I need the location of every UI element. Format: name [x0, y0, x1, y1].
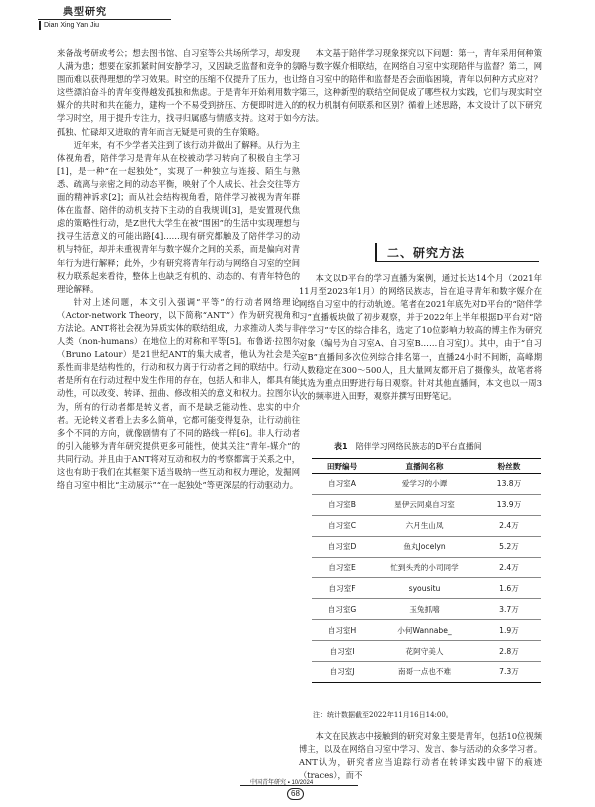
header-rule	[38, 19, 171, 20]
left-column	[57, 47, 300, 492]
table-title: 陪伴学习网络民族志的D平台直播间	[355, 442, 482, 451]
data-table	[312, 458, 541, 683]
table-row	[312, 474, 541, 495]
table-header-cell: 粉丝数	[477, 459, 541, 474]
table-cell: 六月生山凤	[372, 515, 477, 536]
table-cell: 自习室D	[312, 536, 372, 557]
table-cell: 1.9万	[477, 620, 541, 641]
table-cell: 13.9万	[477, 494, 541, 515]
table-cell: 忙到头秃的小司同学	[372, 557, 477, 578]
table-cell: 自习室J	[312, 662, 372, 683]
paragraph: 本文基于陪伴学习现象探究以下问题：第一，青年采用何种策略与数字媒介相联结，在网络自习室中实现陪伴与监督？第二，网络自习室中的陪伴和监督是否会面临困境，青年以何种方式应对？第三，这种新型的联结空间促成了哪些权力实践，它们与现实时空的权力机制有何联系和区别？循着上述思路，本文设计了以下研究方法。	[299, 48, 542, 124]
table-cell: 花阿守美人	[372, 641, 477, 662]
table-cell: 小何Wannabe_	[372, 620, 477, 641]
table-cell: 7.3万	[477, 662, 541, 683]
right-column-closing	[299, 730, 542, 782]
paragraph: 针对上述问题，本文引入强调“平等”的行动者网络理论（Actor-network Theory，以下简称“ANT”）作为研究视角和方法论。ANT将社会视为异质实体的联结组成，力求推动人类与非人类（non-humans）在地位上的对称和平等[5]。布鲁诺·拉图尔（Bruno Latour）是21世纪ANT的集大成者，他认为社会是关系性而非是结构性的，行动和权力离于行动者之间的联结中。行动者是所有在行动过程中发生作用的存在，包括人和非人，都具有能动性，可以改变、转译、扭曲、修改相关的意义和权力。拉图尔认为，所有的行动者都是转义者，而不是缺乏能动性、忠实的中介者。无论转义者看上去多么简单，它都可能变得复杂，让行动前往多个不同的方向，就像剧情有了不同的路线一样[6]。非人行动者的引入能够为青年研究提供更多可能性，使其关注“青年-媒介”的共同行动。并且由于ANT将对互动和权力的考察都寓于关系之中，这也有助于我们在其框架下适当吸纳一些互动和权力理论，发掘网络自习室中相比“主动展示”“在一起独处”等更深层的行动驱动力。	[57, 296, 300, 491]
table-cell: 1.6万	[477, 578, 541, 599]
table-cell: 鱼丸Jocelyn	[372, 536, 477, 557]
table-row	[312, 599, 541, 620]
table-note: 注：统计数据截至2022年11月16日14:00。	[313, 711, 453, 719]
header-subtitle: Dian Xing Yan Jiu	[39, 21, 99, 30]
table-row	[312, 620, 541, 641]
paragraph: 近年来，有不少学者关注到了该行动并做出了解释。从行为主体视角看，陪伴学习是青年从在校被动学习转向了积极自主学习[1]，是一种“在一起独处”，实现了一种独立与连接、陌生与熟悉、疏离与亲密之间的动态平衡，映射了个人成长、社会交往等方面的精神诉求[2]；而从社会结构视角看，陪伴学习被视为青年群体在监督、陪伴的动机支持下主动的自我规训[3]，是安置现代焦虑的策略性行动，是Z世代大学生在被“围困”的生活中实现理想与找寻生活意义的可能出路[4]……现有研究都触及了陪伴学习的动机与特征，却并未重视青年与数字媒介之间的关系，而是偏向对青年行为进行解释；此外，少有研究将青年行动与网络自习室的空间权力联系起来看待，整体上也缺乏有机的、动态的、有青年特色的理论解释。	[57, 139, 300, 294]
table-cell: 自习室I	[312, 641, 372, 662]
table-cell: 13.8万	[477, 474, 541, 495]
table-cell: 爱学习的小谭	[372, 474, 477, 495]
table-cell: 2.8万	[477, 641, 541, 662]
paragraph: 本文在民族志中接触到的研究对象主要是青年，包括10位视频博主，以及在网络自习室中学习、发言、参与活动的众多学习者。ANT认为，研究者应当追踪行动者在转译实践中留下的痕迹（traces），而不	[299, 731, 542, 781]
header-title: 典型研究	[63, 7, 107, 18]
paragraph: 本文以D平台的学习直播为案例，通过长达14个月（2021年11月至2023年1月）的网络民族志，旨在追寻青年和数字媒介在网络自习室中的行动轨迹。笔者在2021年底先对D平台的“陪伴学习”直播板块做了初步观察，并于2022年上半年根据D平台对“陪伴学习”专区的综合排名，选定了10位影响力较高的博主作为研究对象（编号为自习室A、自习室B……自习室J）。其中，由于“自习室B”直播间多次位列综合排名第一，直播24小时不间断，高峰期人数稳定在300～500人，且大量网友都开启了摄像头，故笔者将其选为重点田野进行每日观察。针对其他直播间，本文也以一周3次的频率进入田野，观察并撰写田野笔记。	[299, 273, 542, 401]
section-title: 二、研究方法	[387, 246, 466, 260]
table-row	[312, 494, 541, 515]
table-cell: 南哥一点也不难	[372, 662, 477, 683]
table-cell: 自习室E	[312, 557, 372, 578]
table-cell: 自习室A	[312, 474, 372, 495]
table-cell: 玉兔抓嘻	[372, 599, 477, 620]
table-cell: 自习室F	[312, 578, 372, 599]
table-cell: 自习室G	[312, 599, 372, 620]
table-cell: 3.7万	[477, 599, 541, 620]
table-row	[312, 641, 541, 662]
table-header-row	[312, 459, 541, 474]
table-row	[312, 536, 541, 557]
table-cell: 自习室B	[312, 494, 372, 515]
table-cell: 2.4万	[477, 557, 541, 578]
table-row	[312, 662, 541, 683]
right-column	[299, 47, 542, 126]
table-row	[312, 578, 541, 599]
paragraph: 来备战考研或考公；想去图书馆、自习室等公共场所学习，却发现人满为患；想要在家抓紧时间安静学习，又因缺乏监督和竞争的氛围而难以获得理想的学习效果。时空的压缩不仅提升了压力，也让这些漂泊奋斗的青年变得越发孤独和焦虑。于是青年开始利用数字媒介的共时和共在能力，建构一个不易受到挤压、方便即时进入的学习时空，用于提升专注力，找寻归属感与情感支持。这对于如今孤独、忙碌却又进取的青年而言无疑是可贵的生存策略。	[57, 48, 300, 137]
footer-journal: 中国青年研究 ▪ 10/2024	[250, 780, 314, 786]
table-cell: 自习室H	[312, 620, 372, 641]
section-heading	[375, 243, 539, 262]
right-column-methods	[299, 272, 542, 403]
page-number: 68	[287, 788, 304, 800]
table-cell: 2.4万	[477, 515, 541, 536]
table-number: 表1	[334, 442, 348, 451]
table-cell: 自习室C	[312, 515, 372, 536]
table-cell: syousitu	[372, 578, 477, 599]
table-cell: 5.2万	[477, 536, 541, 557]
table-header-cell: 田野编号	[312, 459, 372, 474]
table-header-cell: 直播间名称	[372, 459, 477, 474]
footer-rule	[240, 785, 358, 786]
table-row	[312, 515, 541, 536]
table-caption	[334, 441, 482, 452]
table-cell: 星伊云同桌自习室	[372, 494, 477, 515]
table-row	[312, 557, 541, 578]
